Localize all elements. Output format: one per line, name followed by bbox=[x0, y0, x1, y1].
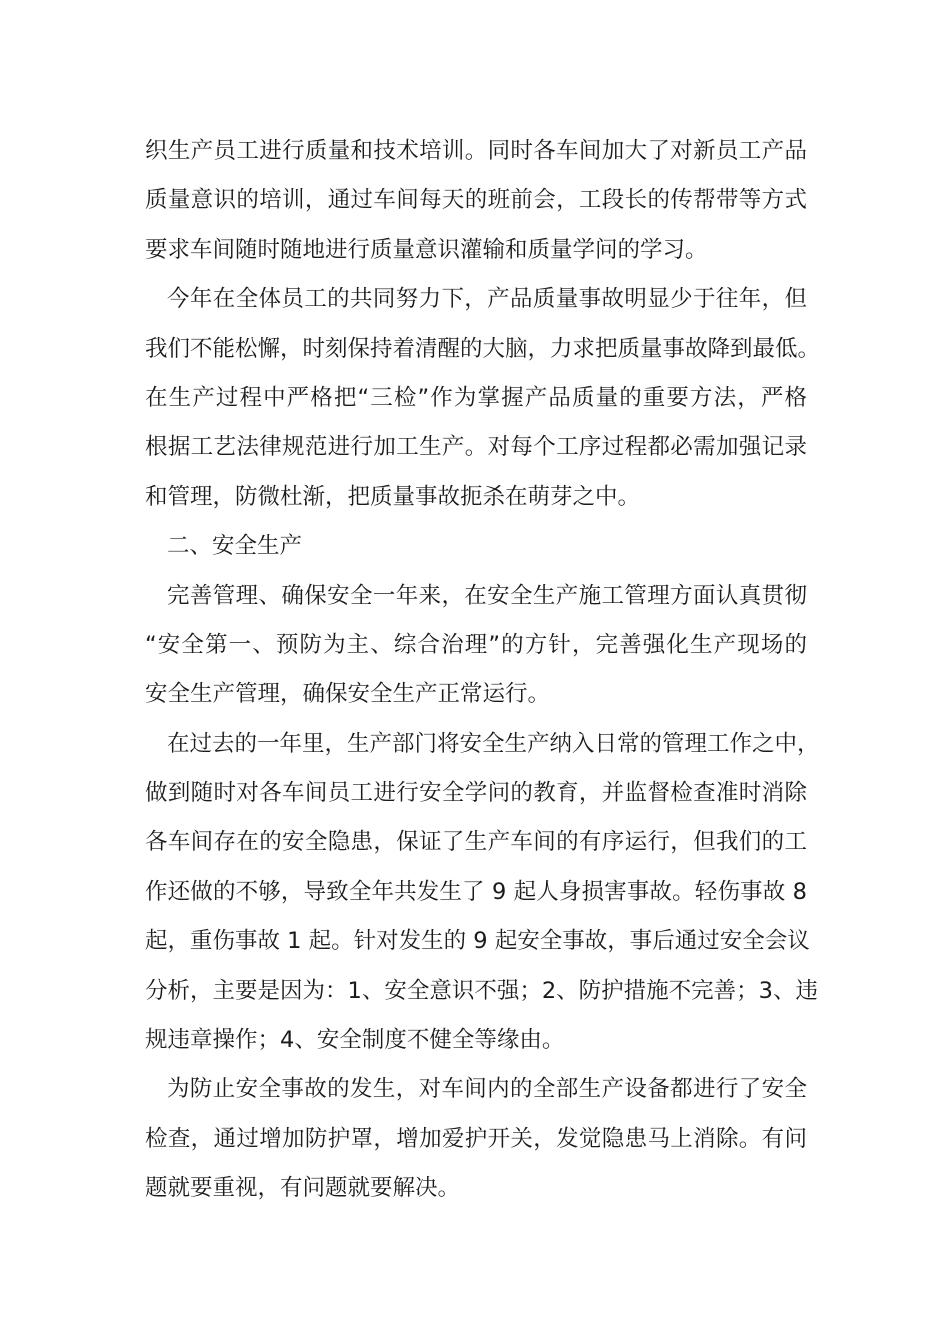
text-line: 质量意识的培训，通过车间每天的班前会，工段长的传帮带等方式 bbox=[145, 187, 807, 214]
text-line: 在过去的一年里，生产部门将安全生产纳入日常的管理工作之中， bbox=[167, 730, 820, 757]
text-line: 我们不能松懈，时刻保持着清醒的大脑，力求把质量事故降到最低。 bbox=[145, 335, 821, 362]
text-line: 和管理，防微杜渐，把质量事故扼杀在萌芽之中。 bbox=[145, 483, 641, 510]
text-line: 分析，主要是因为：1、安全意识不强；2、防护措施不完善；3、违 bbox=[145, 977, 818, 1004]
text-line: 规违章操作；4、安全制度不健全等缘由。 bbox=[145, 1027, 565, 1054]
text-line: 完善管理、确保安全一年来，在安全生产施工管理方面认真贯彻 bbox=[167, 582, 807, 609]
text-line: 今年在全体员工的共同努力下，产品质量事故明显少于往年，但 bbox=[167, 286, 807, 313]
text-line: 织生产员工进行质量和技术培训。同时各车间加大了对新员工产品 bbox=[145, 138, 807, 164]
text-line: 安全生产管理，确保安全生产正常运行。 bbox=[145, 681, 551, 708]
text-line: 要求车间随时随地进行质量意识灌输和质量学问的学习。 bbox=[145, 236, 708, 263]
text-line: 题就要重视，有问题就要解决。 bbox=[145, 1175, 461, 1202]
text-line: 在生产过程中严格把“三检”作为掌握产品质量的重要方法，严格 bbox=[145, 384, 807, 411]
text-line: “安全第一、预防为主、综合治理”的方针，完善强化生产现场的 bbox=[145, 631, 807, 658]
text-line: 为防止安全事故的发生，对车间内的全部生产设备都进行了安全 bbox=[167, 1076, 807, 1103]
text-line: 检查，通过增加防护罩，增加爱护开关，发觉隐患马上消除。有问 bbox=[145, 1125, 807, 1152]
document-body bbox=[145, 127, 821, 1214]
text-line: 起，重伤事故 1 起。针对发生的 9 起安全事故，事后通过安全会议 bbox=[145, 928, 810, 955]
text-line: 做到随时对各车间员工进行安全学问的教育，并监督检查准时消除 bbox=[145, 780, 807, 807]
text-line: 各车间存在的安全隐患，保证了生产车间的有序运行，但我们的工 bbox=[145, 829, 807, 856]
text-line: 根据工艺法律规范进行加工生产。对每个工序过程都必需加强记录 bbox=[145, 434, 807, 461]
section-heading: 二、安全生产 bbox=[167, 533, 303, 560]
text-line: 作还做的不够，导致全年共发生了 9 起人身损害事故。轻伤事故 8 bbox=[145, 878, 807, 905]
